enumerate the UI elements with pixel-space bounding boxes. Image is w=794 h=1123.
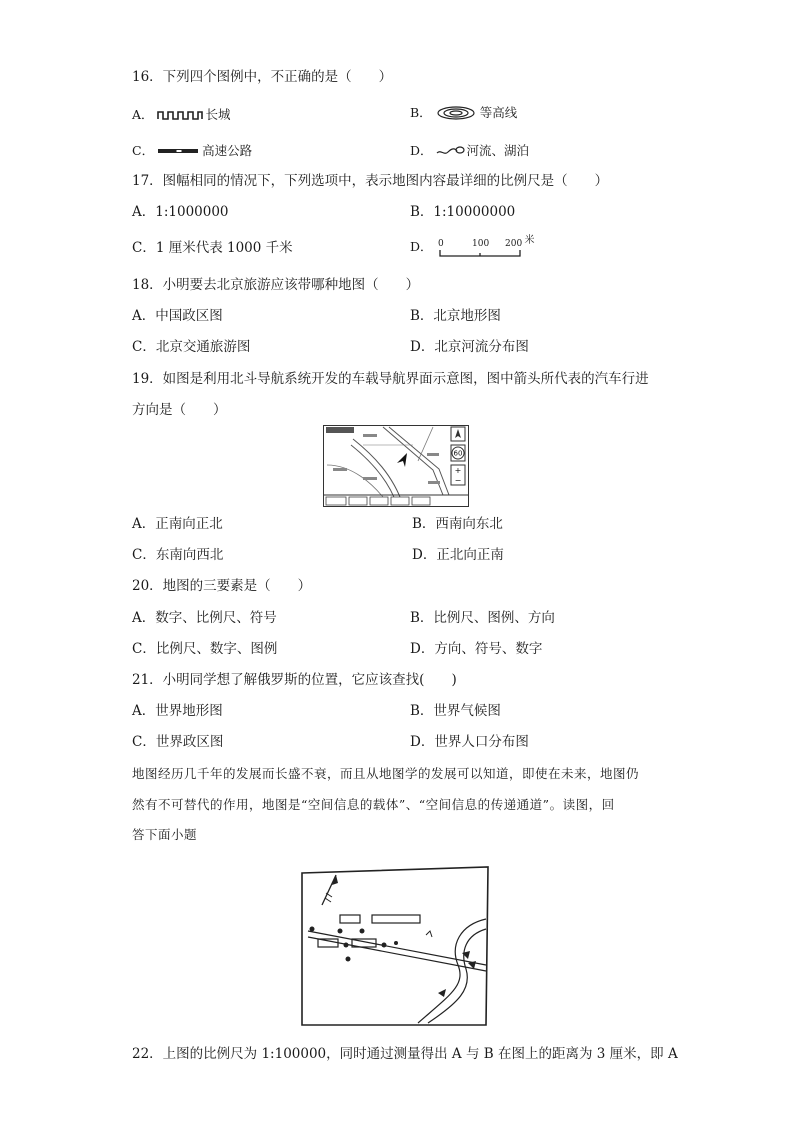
q19-stem-line1: 19．如图是利用北斗导航系统开发的车载导航界面示意图，图中箭头所代表的汽车行进 <box>132 371 649 387</box>
q21-option-d[interactable]: D．世界人口分布图 <box>410 734 529 750</box>
q18-option-d[interactable]: D．北京河流分布图 <box>410 339 529 355</box>
q21-stem: 21．小明同学想了解俄罗斯的位置，它应该查找( ) <box>132 672 457 688</box>
river-lake-icon <box>435 144 465 158</box>
q16-option-c[interactable]: C． 高速公路 <box>132 143 253 158</box>
q19-option-b[interactable]: B．西南向东北 <box>412 516 503 532</box>
q20-stem: 20．地图的三要素是（ ） <box>132 578 312 594</box>
passage-line-2: 然有不可替代的作用，地图是“空间信息的载体”、“空间信息的传递通道”。读图，回 <box>132 797 615 812</box>
q18-option-b[interactable]: B．北京地形图 <box>410 308 501 324</box>
scale-unit: 米 <box>524 235 535 246</box>
q19-option-d[interactable]: D．正北向正南 <box>412 547 504 563</box>
q19-option-c[interactable]: C．东南向西北 <box>132 547 224 563</box>
zoom-out-label: − <box>454 476 462 485</box>
q21-option-a[interactable]: A．世界地形图 <box>132 703 223 719</box>
q16-option-d[interactable]: D． 河流、湖泊 <box>410 143 530 158</box>
scale-tick-100: 100 <box>471 239 489 249</box>
town-map-figure <box>300 865 490 1027</box>
q16-option-b[interactable]: B． 等高线 <box>410 105 518 120</box>
scale-bar-icon <box>435 236 531 258</box>
q16-option-a[interactable]: A． 长城 <box>132 107 231 122</box>
scale-tick-200: 200 <box>504 239 522 249</box>
q22-stem: 22．上图的比例尺为 1:100000，同时通过测量得出 A 与 B 在图上的距离为 3 厘米，即 A <box>132 1046 678 1062</box>
q18-option-a[interactable]: A．中国政区图 <box>132 308 223 324</box>
q20-option-d[interactable]: D．方向、符号、数字 <box>410 641 543 657</box>
q20-option-b[interactable]: B．比例尺、图例、方向 <box>410 610 555 626</box>
q17-option-a[interactable]: A．1:1000000 <box>132 204 229 220</box>
q17-option-d[interactable]: D． 0 100 200 米 <box>410 236 543 258</box>
q17-option-b[interactable]: B．1:10000000 <box>410 204 516 220</box>
q21-option-b[interactable]: B．世界气候图 <box>410 703 501 719</box>
q18-stem: 18．小明要去北京旅游应该带哪种地图（ ） <box>132 277 420 293</box>
q18-option-c[interactable]: C．北京交通旅游图 <box>132 339 251 355</box>
contour-line-icon <box>434 105 478 121</box>
highway-icon <box>156 146 200 156</box>
scale-tick-0: 0 <box>437 239 444 249</box>
q16-stem: 16．下列四个图例中，不正确的是（ ） <box>132 69 393 85</box>
zoom-in-label: + <box>454 466 462 475</box>
great-wall-icon <box>156 109 204 121</box>
passage-line-3: 答下面小题 <box>132 827 198 842</box>
q17-stem: 17．图幅相同的情况下，下列选项中，表示地图内容最详细的比例尺是（ ） <box>132 173 609 189</box>
q21-option-c[interactable]: C．世界政区图 <box>132 734 224 750</box>
passage-line-1: 地图经历几千年的发展而长盛不衰，而且从地图学的发展可以知道，即使在未来，地图仍 <box>132 766 640 781</box>
speed-limit-value: 60 <box>453 449 463 458</box>
q20-option-a[interactable]: A．数字、比例尺、符号 <box>132 610 277 626</box>
q17-option-c[interactable]: C．1 厘米代表 1000 千米 <box>132 240 293 256</box>
q19-option-a[interactable]: A．正南向正北 <box>132 516 223 532</box>
q19-stem-line2: 方向是（ ） <box>132 402 227 418</box>
navigation-map-figure <box>323 425 469 507</box>
q20-option-c[interactable]: C．比例尺、数字、图例 <box>132 641 278 657</box>
